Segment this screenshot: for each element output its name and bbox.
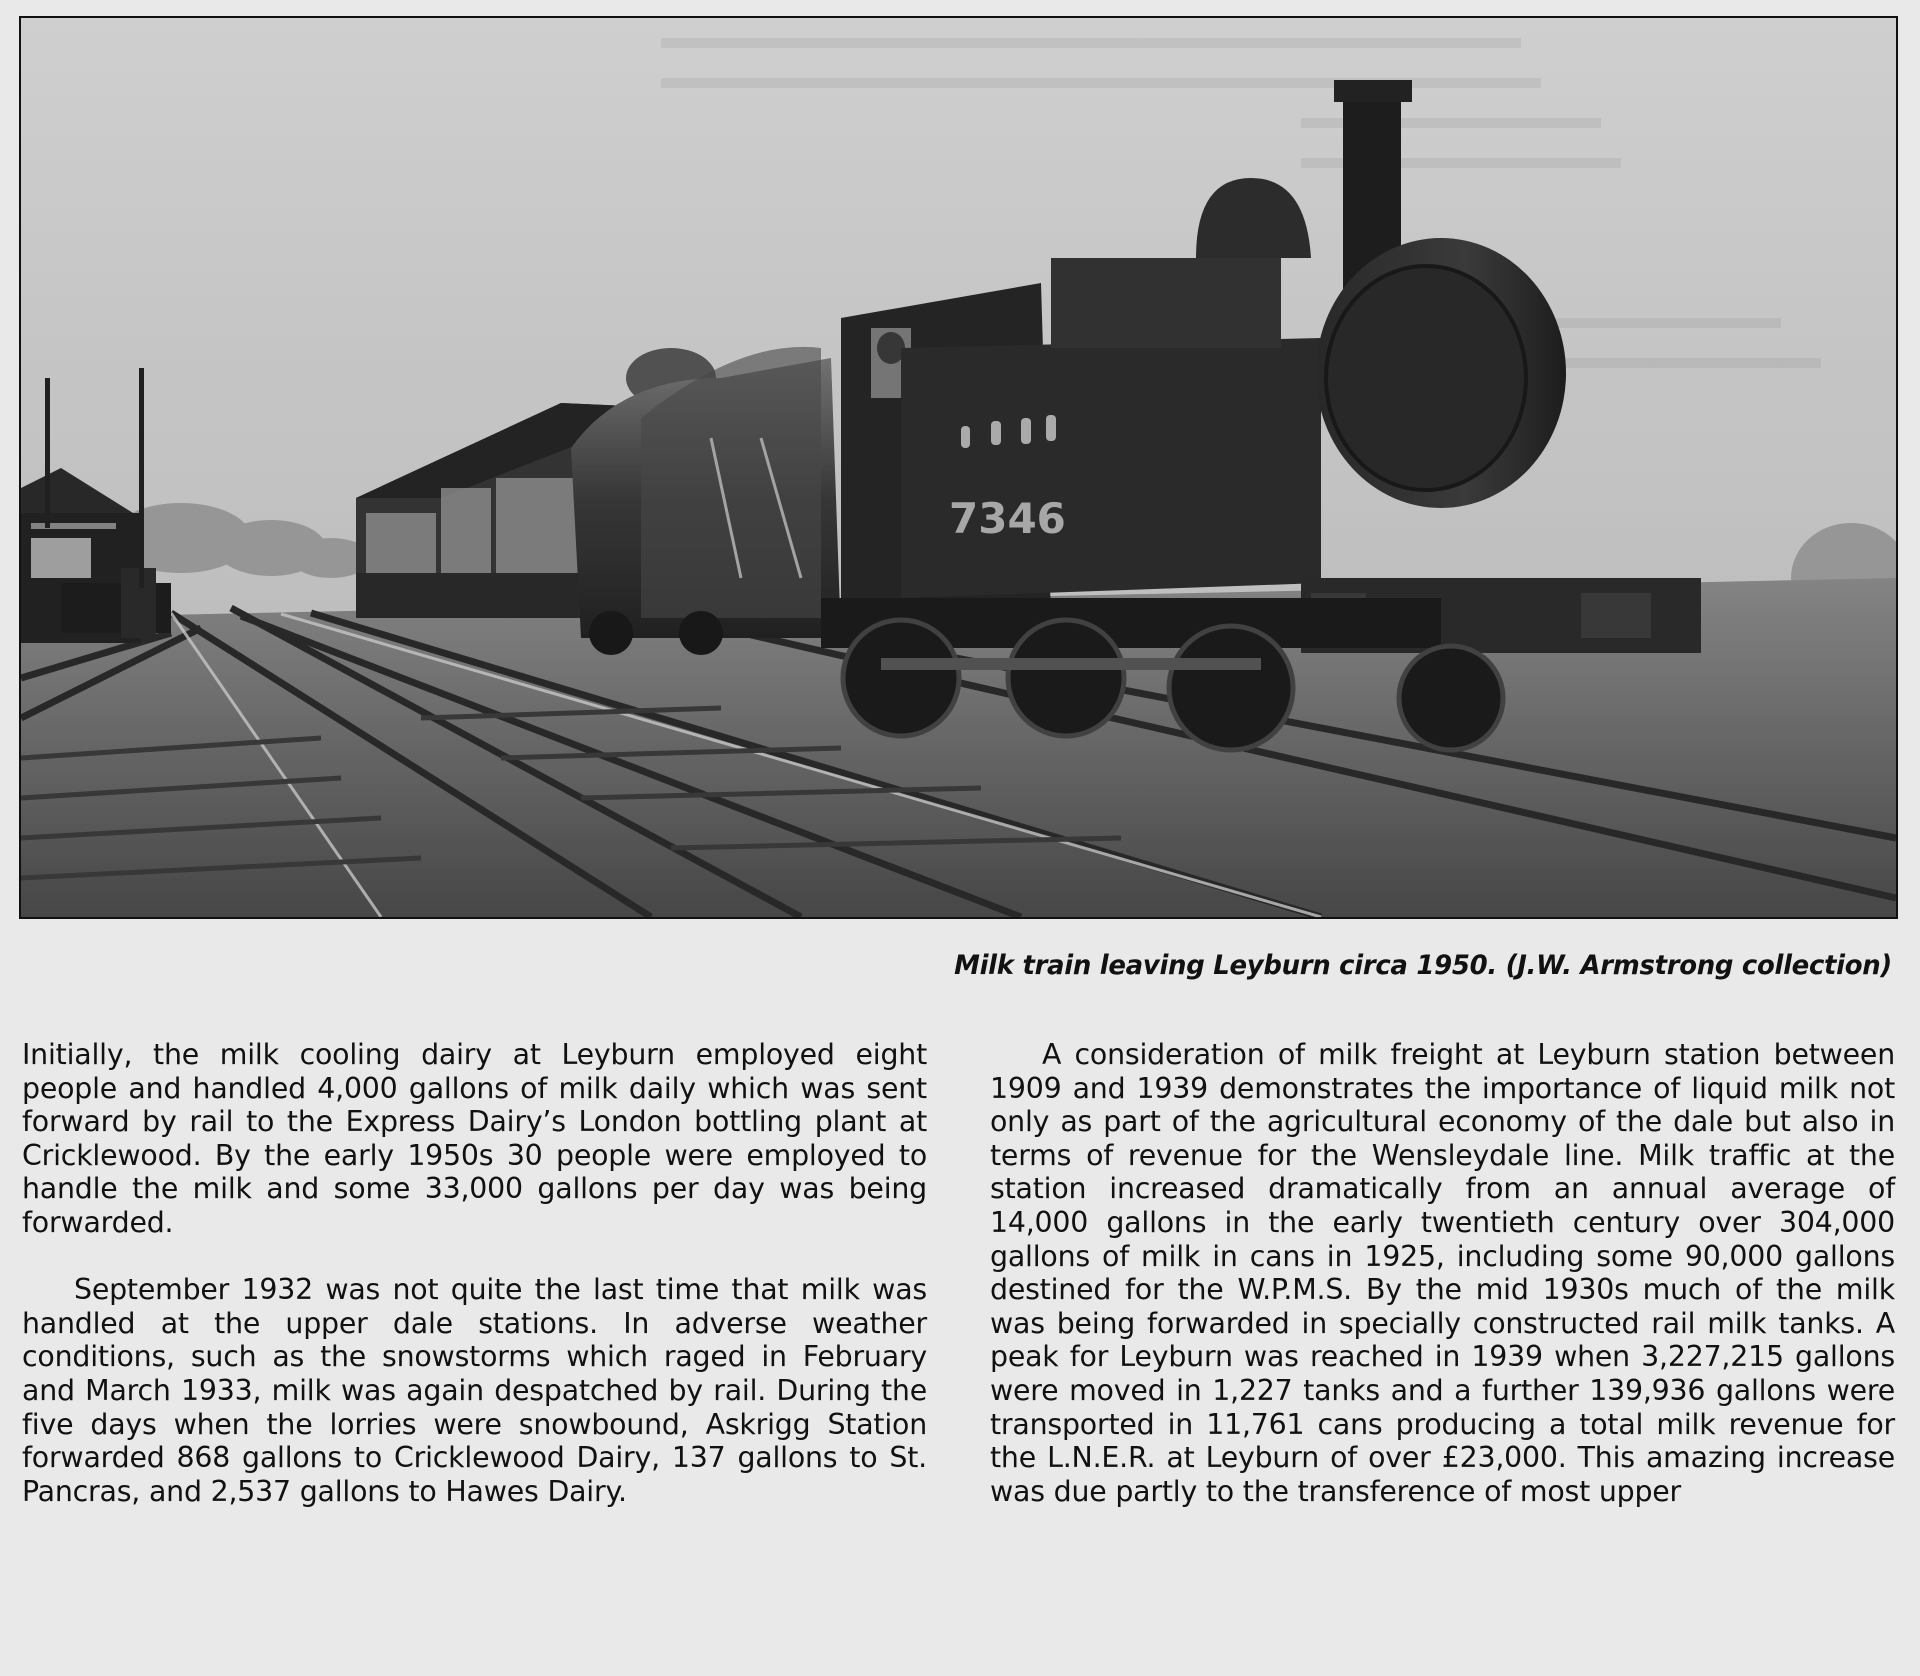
svg-text:7346: 7346 [949, 494, 1066, 543]
text-column-right [990, 1038, 1895, 1542]
train-photo-illustration [21, 18, 1896, 917]
paragraph: Initially, the milk cooling dairy at Leyburn employed eight people and handled 4,000 gallons of milk daily which was sent forward by rail to the Express Dairy’s London bottling plant at Cricklewood. By the early 1950s 30 people were employed to handle the milk and some 33,000 gallons per day was being forwarded. [22, 1038, 927, 1239]
paragraph: A consideration of milk freight at Leyburn station between 1909 and 1939 demonstrates the importance of liquid milk not only as part of the agricultural economy of the dale but also in terms of revenue for the Wensleydale line. Milk traffic at the station increased dramatically from an annual average of 14,000 gallons in the early twentieth century over 304,000 gallons of milk in cans in 1925, including some 90,000 gallons destined for the W.P.M.S. By the mid 1930s much of the milk was being forwarded in specially constructed rail milk tanks. A peak for Leyburn was reached in 1939 when 3,227,215 gallons were moved in 1,227 tanks and a further 139,936 gallons were transported in 11,761 cans producing a total milk revenue for the L.N.E.R. at Leyburn of over £23,000. This amazing increase was due partly to the transference of most upper [990, 1038, 1895, 1508]
paragraph: September 1932 was not quite the last time that milk was handled at the upper dale stations. In adverse weather conditions, such as the snowstorms which raged in February and March 1933, milk was again despatched by rail. During the five days when the lorries were snowbound, Askrigg Station forwarded 868 gallons to Cricklewood Dairy, 137 gallons to St. Pancras, and 2,537 gallons to Hawes Dairy. [22, 1273, 927, 1508]
photograph-milk-train [19, 16, 1898, 919]
photo-caption: Milk train leaving Leyburn circa 1950. (J.W. Armstrong collection) [954, 950, 1892, 981]
text-column-left [22, 1038, 927, 1542]
